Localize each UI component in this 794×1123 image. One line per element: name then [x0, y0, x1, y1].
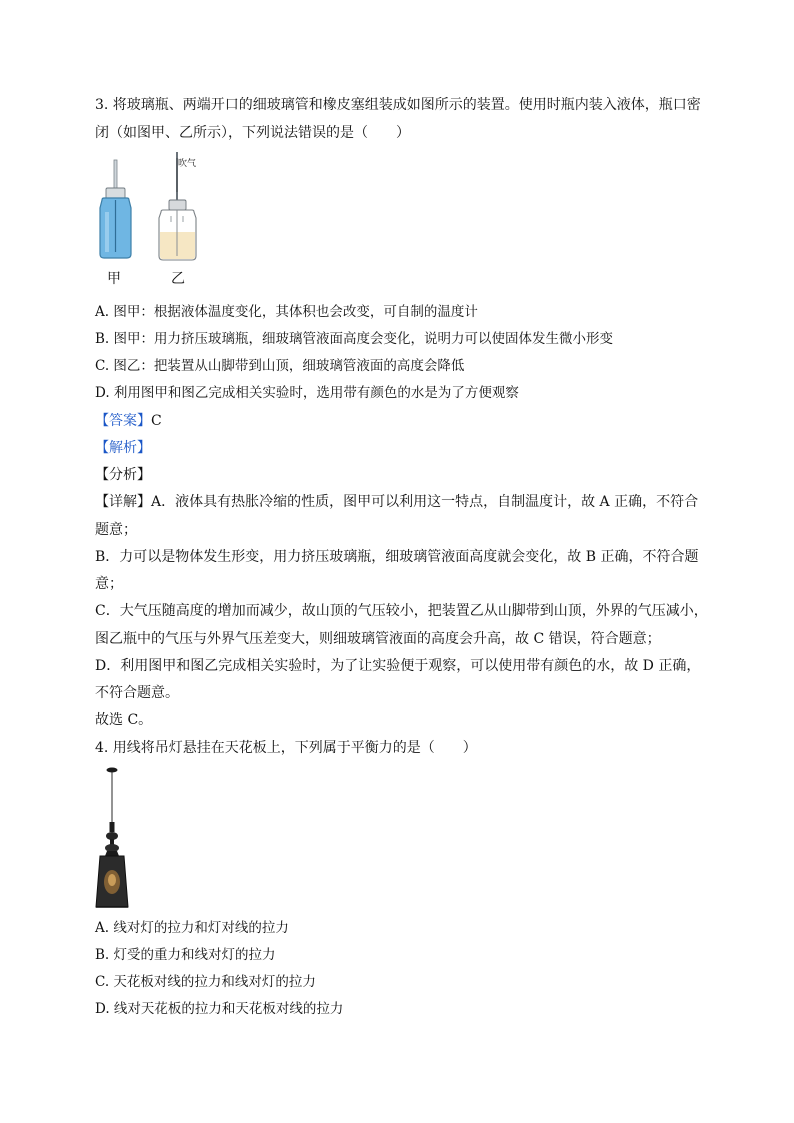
q4-option-b: B. 灯受的重力和线对灯的拉力 — [95, 947, 276, 963]
detail-line-4: 意； — [95, 576, 123, 592]
detail-line-6: 图乙瓶中的气压与外界气压差变大，则细玻璃管液面的高度会升高，故 C 错误，符合题意； — [95, 631, 661, 647]
fenxi-tag: 【分析】 — [95, 467, 151, 483]
detail-text-1: A．液体具有热胀冷缩的性质，图甲可以利用这一特点，自制温度计，故 A 正确，不符合 — [151, 494, 699, 510]
blow-label: 吹气 — [178, 159, 197, 169]
detail-line-3: B．力可以是物体发生形变，用力挤压玻璃瓶，细玻璃管液面高度就会变化，故 B 正确，不符合题 — [95, 549, 699, 565]
detail-line-2: 题意； — [95, 522, 137, 538]
answer-line — [95, 411, 162, 431]
detail-line-1 — [95, 492, 698, 512]
q4-option-a: A. 线对灯的拉力和灯对线的拉力 — [95, 920, 289, 936]
q3-option-b: B. 图甲：用力挤压玻璃瓶，细玻璃管液面高度会变化，说明力可以使固体发生微小形变 — [95, 331, 614, 347]
q3-option-d: D. 利用图甲和图乙完成相关实验时，选用带有颜色的水是为了方便观察 — [95, 385, 519, 401]
detail-line-8: 不符合题意。 — [95, 685, 179, 701]
q3-option-a: A. 图甲：根据液体温度变化，其体积也会改变，可自制的温度计 — [95, 304, 478, 320]
bottle-jia — [100, 160, 131, 258]
q4-pendant-lamp-figure — [92, 764, 138, 912]
answer-tag: 【答案】 — [95, 413, 151, 429]
q4-option-c: C. 天花板对线的拉力和线对灯的拉力 — [95, 974, 316, 990]
q3-stem-line1: 3. 将玻璃瓶、两端开口的细玻璃管和橡皮塞组装成如图所示的装置。使用时瓶内装入液体，瓶口密 — [95, 97, 701, 113]
analysis-tag: 【解析】 — [95, 440, 151, 456]
q3-option-c: C. 图乙：把装置从山脚带到山顶，细玻璃管液面的高度会降低 — [95, 358, 465, 374]
q4-stem: 4. 用线将吊灯悬挂在天花板上，下列属于平衡力的是（ ） — [95, 740, 477, 756]
q4-option-d: D. 线对天花板的拉力和天花板对线的拉力 — [95, 1001, 344, 1017]
detail-line-7: D．利用图甲和图乙完成相关实验时，为了让实验便于观察，可以使用带有颜色的水，故 D 正确， — [95, 658, 701, 674]
q3-apparatus-figure — [95, 152, 215, 264]
figure-label-jia: 甲 — [107, 271, 121, 287]
figure-label-yi: 乙 — [171, 271, 185, 287]
q3-stem-line2: 闭（如图甲、乙所示），下列说法错误的是（ ） — [95, 125, 410, 141]
detail-line-5: C．大气压随高度的增加而减少，故山顶的气压较小，把装置乙从山脚带到山顶，外界的气压减小， — [95, 603, 708, 619]
detail-line-9: 故选 C。 — [95, 712, 153, 728]
answer-value: C — [151, 413, 162, 429]
detail-tag: 【详解】 — [95, 494, 151, 510]
